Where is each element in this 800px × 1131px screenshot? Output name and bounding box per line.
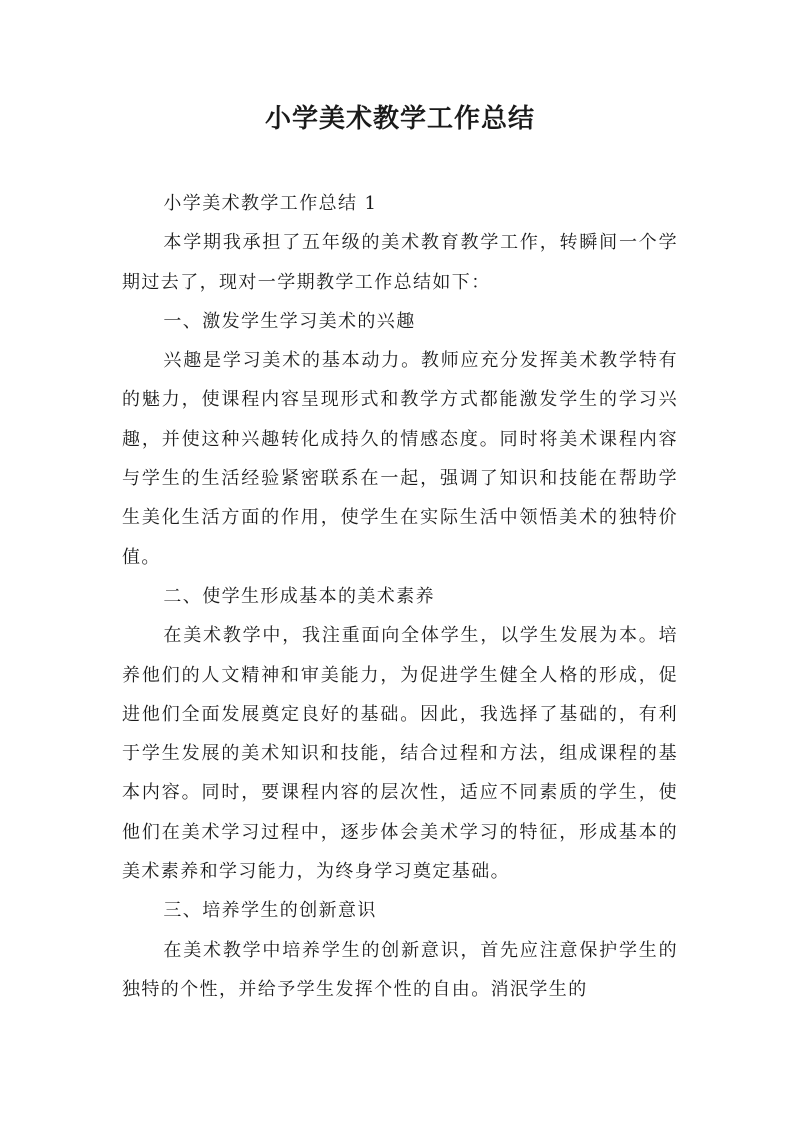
paragraph: 在美术教学中，我注重面向全体学生，以学生发展为本。培养他们的人文精神和审美能力，为促进学生健全人格的形成，促进他们全面发展奠定良好的基础。因此，我选择了基础的，有利于学生发展的美术知识和技能，结合过程和方法，组成课程的基本内容。同时，要课程内容的层次性，适应不同素质的学生，使他们在美术学习过程中，逐步体会美术学习的特征，形成基本的美术素养和学习能力，为终身学习奠定基础。 — [122, 625, 678, 883]
paragraph: 本学期我承担了五年级的美术教育教学工作，转瞬间一个学期过去了，现对一学期教学工作总结如下： — [122, 232, 678, 293]
subsection-heading: 二、使学生形成基本的美术素养 — [163, 585, 435, 607]
subsection-heading: 三、培养学生的创新意识 — [163, 900, 377, 922]
document-body — [122, 184, 678, 1009]
paragraph: 在美术教学中培养学生的创新意识，首先应注意保护学生的独特的个性，并给予学生发挥个性的自由。消泯学生的 — [122, 939, 678, 1000]
subsection-heading: 一、激发学生学习美术的兴趣 — [163, 310, 416, 332]
document-title: 小学美术教学工作总结 — [264, 104, 535, 134]
paragraph: 兴趣是学习美术的基本动力。教师应充分发挥美术教学特有的魅力，使课程内容呈现形式和教学方式都能激发学生的学习兴趣，并使这种兴趣转化成持久的情感态度。同时将美术课程内容与学生的生活经验紧密联系在一起，强调了知识和技能在帮助学生美化生活方面的作用，使学生在实际生活中领悟美术的独特价值。 — [122, 350, 678, 568]
section-heading: 小学美术教学工作总结 1 — [163, 193, 378, 214]
